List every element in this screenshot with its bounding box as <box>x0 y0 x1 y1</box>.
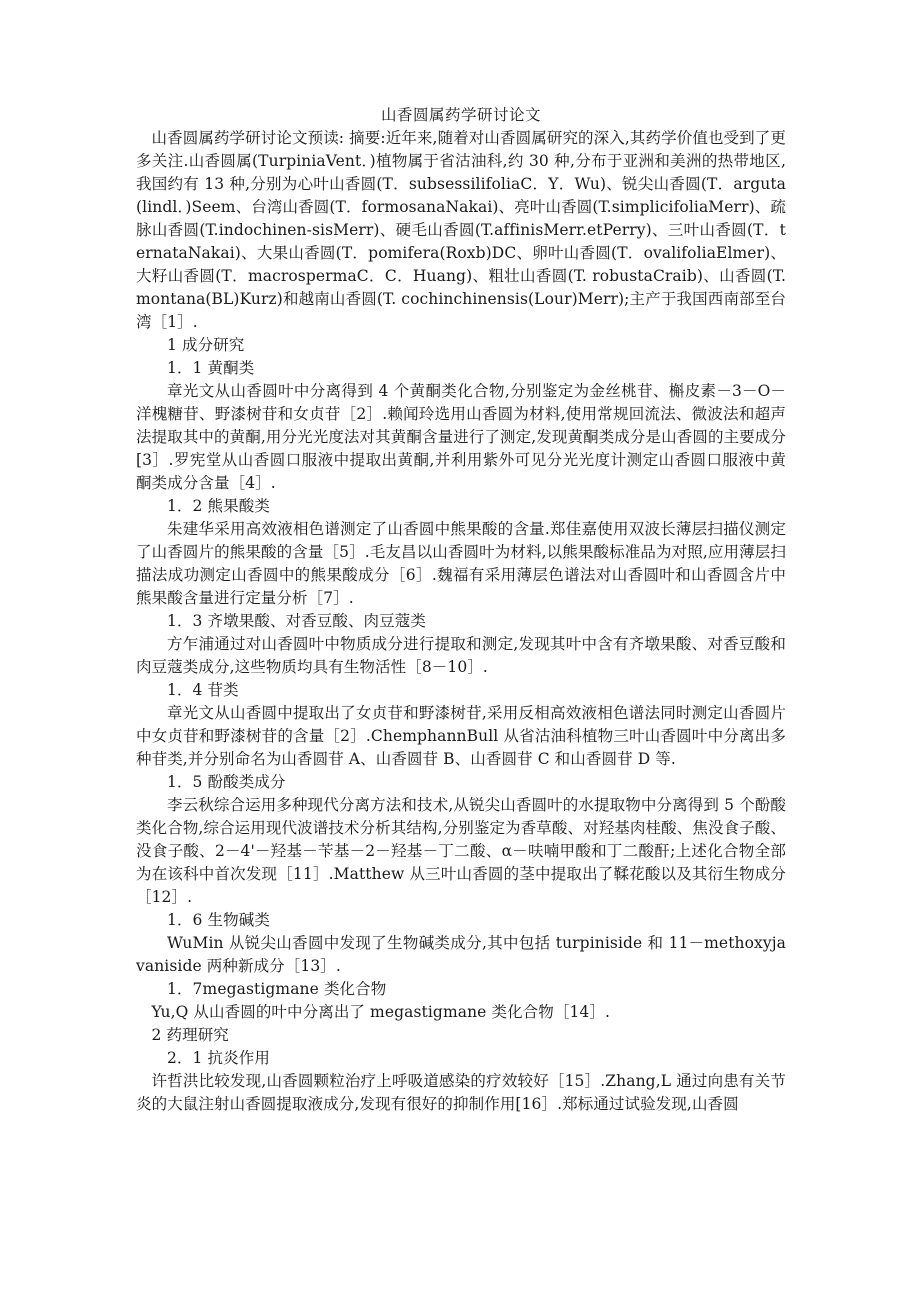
subsection-heading-1-6: 1．6 生物碱类 <box>167 911 270 929</box>
subsection-heading-1-5: 1．5 酚酸类成分 <box>167 773 286 791</box>
subsection-heading-1-4: 1．4 苷类 <box>167 681 239 699</box>
page-title: 山香圆属药学研讨论文 <box>380 106 541 124</box>
subsection-paragraph-1-6: WuMin 从锐尖山香圆中发现了生物碱类成分,其中包括 turpiniside 和 11－methoxyjavaniside 两种新成分［13］. <box>136 934 786 975</box>
section-heading-1: 1 成分研究 <box>167 336 245 354</box>
subsection-paragraph-1-3: 方乍浦通过对山香圆叶中物质成分进行提取和测定,发现其叶中含有齐墩果酸、对香豆酸和肉豆蔻类成分,这些物质均具有生物活性［8－10］. <box>136 635 786 676</box>
subsection-heading-1-2: 1．2 熊果酸类 <box>167 497 270 515</box>
subsection-paragraph-1-1: 章光文从山香圆叶中分离得到 4 个黄酮类化合物,分别鉴定为金丝桃苷、槲皮素－3－O－洋槐糖苷、野漆树苷和女贞苷［2］.赖闻玲选用山香圆为材料,使用常规回流法、微波法和超声法提取其中的黄酮,用分光光度法对其黄酮含量进行了测定,发现黄酮类成分是山香圆的主要成分[3］.罗宪堂从山香圆口服液中提取出黄酮,并利用紫外可见分光光度计测定山香圆口服液中黄酮类成分含量［4］. <box>136 382 786 492</box>
subsection-paragraph-1-5: 李云秋综合运用多种现代分离方法和技术,从锐尖山香圆叶的水提取物中分离得到 5 个酚酸类化合物,综合运用现代波谱技术分析其结构,分别鉴定为香草酸、对羟基肉桂酸、焦没食子酸、没食子酸、2－4'－羟基－苄基－2－羟基－丁二酸、α－呋喃甲酸和丁二酸酐;上述化合物全部为在该科中首次发现［11］.Matthew 从三叶山香圆的茎中提取出了鞣花酸以及其衍生物成分［12］. <box>136 796 786 906</box>
subsection-paragraph-1-7: Yu,Q 从山香圆的叶中分离出了 megastigmane 类化合物［14］. <box>151 1003 611 1021</box>
subsection-paragraph-1-4: 章光文从山香圆中提取出了女贞苷和野漆树苷,采用反相高效液相色谱法同时测定山香圆片中女贞苷和野漆树苷的含量［2］.ChemphannBull 从省沽油科植物三叶山香圆叶中分离出多种苷类,并分别命名为山香圆苷 A、山香圆苷 B、山香圆苷 C 和山香圆苷 D 等. <box>136 704 786 768</box>
subsection-paragraph-1-2: 朱建华采用高效液相色谱测定了山香圆中熊果酸的含量.郑佳嘉使用双波长薄层扫描仪测定了山香圆片的熊果酸的含量［5］.毛友昌以山香圆叶为材料,以熊果酸标准品为对照,应用薄层扫描法成功测定山香圆中的熊果酸成分［6］.魏福有采用薄层色谱法对山香圆叶和山香圆含片中熊果酸含量进行定量分析［7］. <box>136 520 786 607</box>
document-content <box>136 104 786 1116</box>
abstract-paragraph: 山香圆属药学研讨论文预读: 摘要:近年来,随着对山香圆属研究的深入,其药学价值也受到了更多关注.山香圆属(TurpiniaVent．)植物属于省沽油科,约 30 种,分布于亚洲和美洲的热带地区,我国约有 13 种,分别为心叶山香圆(T．subsessilifoliaC．Y．Wu)、锐尖山香圆(T．arguta(lindl．)Seem、台湾山香圆(T．formosanaNakai)、亮叶山香圆(T.simplicifoliaMerr)、疏脉山香圆(T.indochinen-sisMerr)、硬毛山香圆(T.affinisMerr.etPerry)、三叶山香圆(T．ternataNakai)、大果山香圆(T．pomifera(Roxb)DC、卵叶山香圆(T．ovalifoliaElmer)、大籽山香圆(T．macrospermaC．C．Huang)、粗壮山香圆(T. robustaCraib)、山香圆(T. montana(BL)Kurz)和越南山香圆(T. cochinchinensis(Lour)Merr);主产于我国西南部至台湾［1］. <box>136 129 786 331</box>
section-heading-2: 2 药理研究 <box>151 1026 229 1044</box>
subsection-heading-1-1: 1．1 黄酮类 <box>167 359 255 377</box>
subsection-paragraph-2-1: 许哲洪比较发现,山香圆颗粒治疗上呼吸道感染的疗效较好［15］.Zhang,L 通过向患有关节炎的大鼠注射山香圆提取液成分,发现有很好的抑制作用[16］.郑标通过试验发现,山香圆 <box>136 1072 786 1113</box>
subsection-heading-1-3: 1．3 齐墩果酸、对香豆酸、肉豆蔻类 <box>167 612 426 630</box>
subsection-heading-1-7: 1．7megastigmane 类化合物 <box>167 980 387 998</box>
subsection-heading-2-1: 2．1 抗炎作用 <box>167 1049 270 1067</box>
